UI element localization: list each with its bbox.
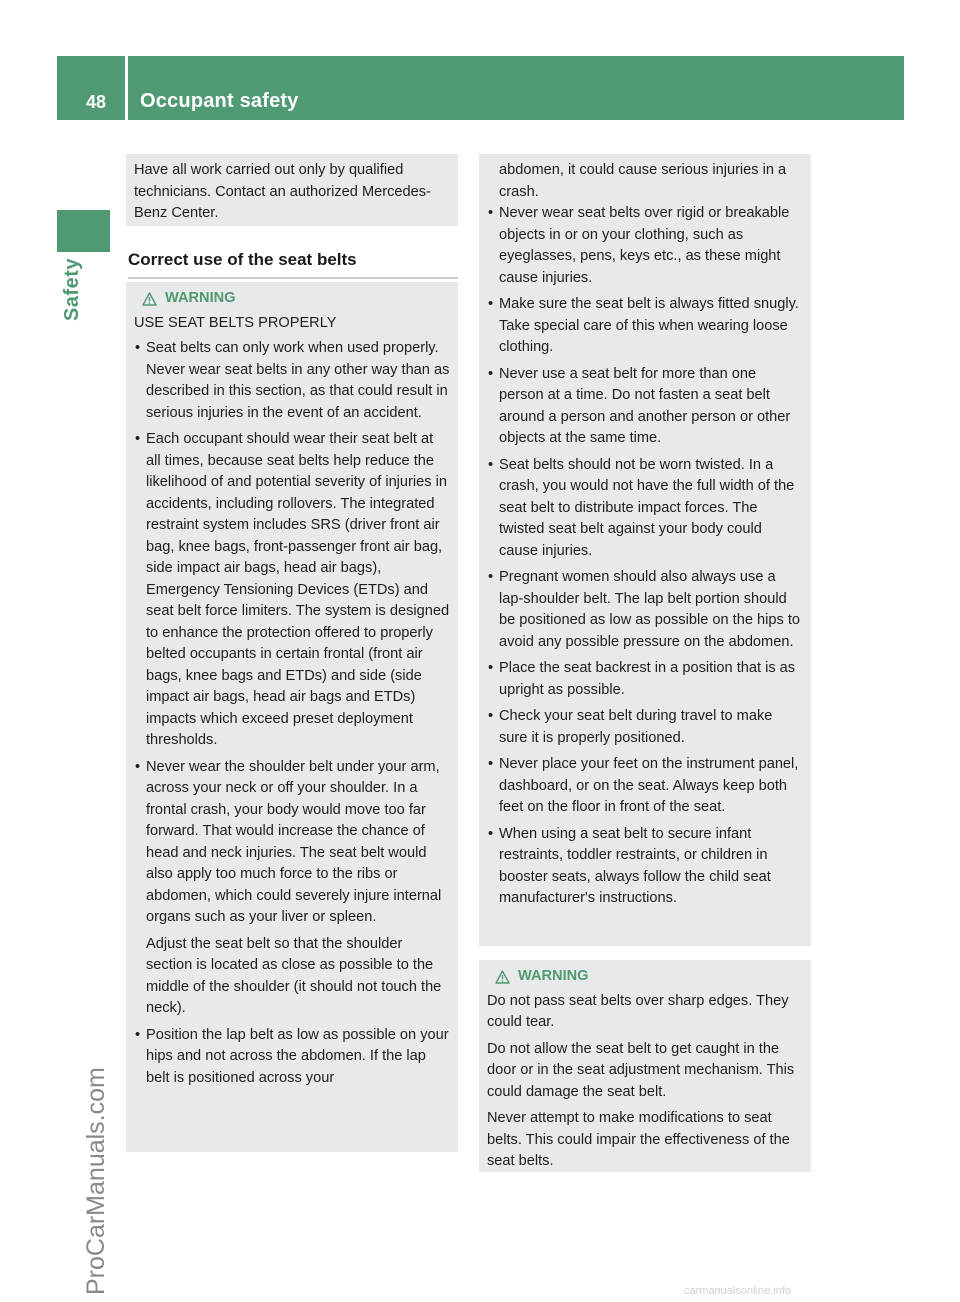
watermark: ProCarManuals.com [82, 1067, 110, 1295]
list-item-text: • Place the seat backrest in a position that is as upright as possible. [499, 660, 796, 698]
list-item-text: • Check your seat belt during travel to make sure it is properly positioned. [499, 708, 773, 746]
warning-box-seat-belts [126, 282, 458, 1152]
header-separator [125, 56, 128, 120]
list-item [487, 294, 803, 359]
footer-watermark: carmanualsonline.info [684, 1285, 792, 1297]
list-item [487, 567, 803, 653]
warning-paragraph: Do not allow the seat belt to get caught in the door or in the seat adjustment mechanism. This could damage the seat belt. [487, 1040, 795, 1100]
intro-text: Have all work carried out only by qualified technicians. Contact an authorized Mercedes-Benz Center. [134, 162, 431, 221]
warning-label: WARNING [518, 968, 589, 984]
list-item [487, 203, 803, 289]
continuation-text: abdomen, it could cause serious injuries in a crash. [499, 162, 787, 200]
list-item-text: • Never wear the shoulder belt under your arm, across your neck or off your shoulder. In a frontal crash, your body would move too far forward. That would increase the chance of head and neck injuries. The seat belt would also apply too much force to the ribs or abdomen, which could severely injure internal organs such as your liver or spleen. [146, 758, 442, 925]
page-number: 48 [86, 92, 107, 112]
header-bar [57, 56, 904, 120]
warning-triangle-icon [142, 292, 157, 306]
list-item [134, 1025, 450, 1090]
list-item-text: • When using a seat belt to secure infant restraints, toddler restraints, or children in booster seats, always follow the child seat manufacturer's instructions. [499, 825, 771, 906]
list-item [134, 338, 450, 424]
intro-note [126, 154, 458, 226]
list-item-text: • Never use a seat belt for more than one person at a time. Do not fasten a seat belt around a person and another person or other objects at the same time. [499, 365, 791, 446]
list-item-text: • Seat belts should not be worn twisted. In a crash, you would not have the full width of the seat belt to distribute impact forces. The twisted seat belt against your body could cause injuries. [499, 456, 795, 559]
side-tab-label: Safety [61, 258, 83, 322]
list-item-text: • Never place your feet on the instrument panel, dashboard, or on the seat. Always keep both feet on the floor in front of the seat. [499, 756, 799, 815]
warning-header [142, 288, 450, 310]
warning-paragraph: Never attempt to make modifications to seat belts. This could impair the effectiveness of the seat belts. [487, 1110, 790, 1169]
list-item-text: • Make sure the seat belt is always fitted snugly. Take special care of this when wearing loose clothing. [499, 296, 799, 355]
section-heading: Correct use of the seat belts [128, 250, 458, 279]
warning-triangle-icon [495, 970, 510, 984]
list-item-extra-text: Adjust the seat belt so that the shoulder section is located as close as possible to the middle of the shoulder (it should not touch the neck). [146, 935, 442, 1016]
list-item-text: • Never wear seat belts over rigid or breakable objects in or on your clothing, such as eyeglasses, pens, keys etc., as these might cause injuries. [499, 205, 790, 286]
list-item-text: • Position the lap belt as low as possible on your hips and not across the abdomen. If the lap belt is positioned across your [146, 1026, 449, 1086]
list-item [487, 658, 803, 701]
list-item [487, 824, 803, 910]
list-item-text: • Seat belts can only work when used properly. Never wear seat belts in any other way than as described in this section, as that could result in serious injuries in the event of an accident. [146, 340, 450, 421]
warning-box-continued [479, 154, 811, 946]
list-item-text: • Each occupant should wear their seat belt at all times, because seat belts help reduce the likelihood of and potential severity of injuries in accidents, including rollovers. The integrated restraint system includes SRS (driver front air bag, knee bags, front-passenger front air bag, side impact air bags, head air bags), Emergency Tensioning Devices (ETDs) and seat belt force limiters. The system is designed to enhance the protection offered to properly belted occupants in certain frontal (front air bags, knee bags and ETDs) and side (side impact air bags, head air bags and ETDs) impacts which exceed preset deployment thresholds. [146, 431, 450, 748]
list-item [134, 757, 450, 1020]
list-item [487, 455, 803, 563]
list-item [487, 754, 803, 819]
list-item [134, 429, 450, 752]
side-tab-block [57, 210, 110, 252]
warning-label: WARNING [165, 290, 236, 306]
warning-subhead: USE SEAT BELTS PROPERLY [134, 314, 337, 331]
warning-paragraph: Do not pass seat belts over sharp edges. They could tear. [487, 992, 789, 1030]
section-title: Occupant safety [140, 90, 299, 112]
list-item-text: • Pregnant women should also always use a lap-shoulder belt. The lap belt portion should be positioned as low as possible on the hips to avoid any possible pressure on the abdomen. [499, 569, 800, 650]
warning-header [495, 966, 803, 988]
warning-box-sharp-edges [479, 960, 811, 1172]
list-item [487, 364, 803, 450]
list-item [487, 706, 803, 749]
